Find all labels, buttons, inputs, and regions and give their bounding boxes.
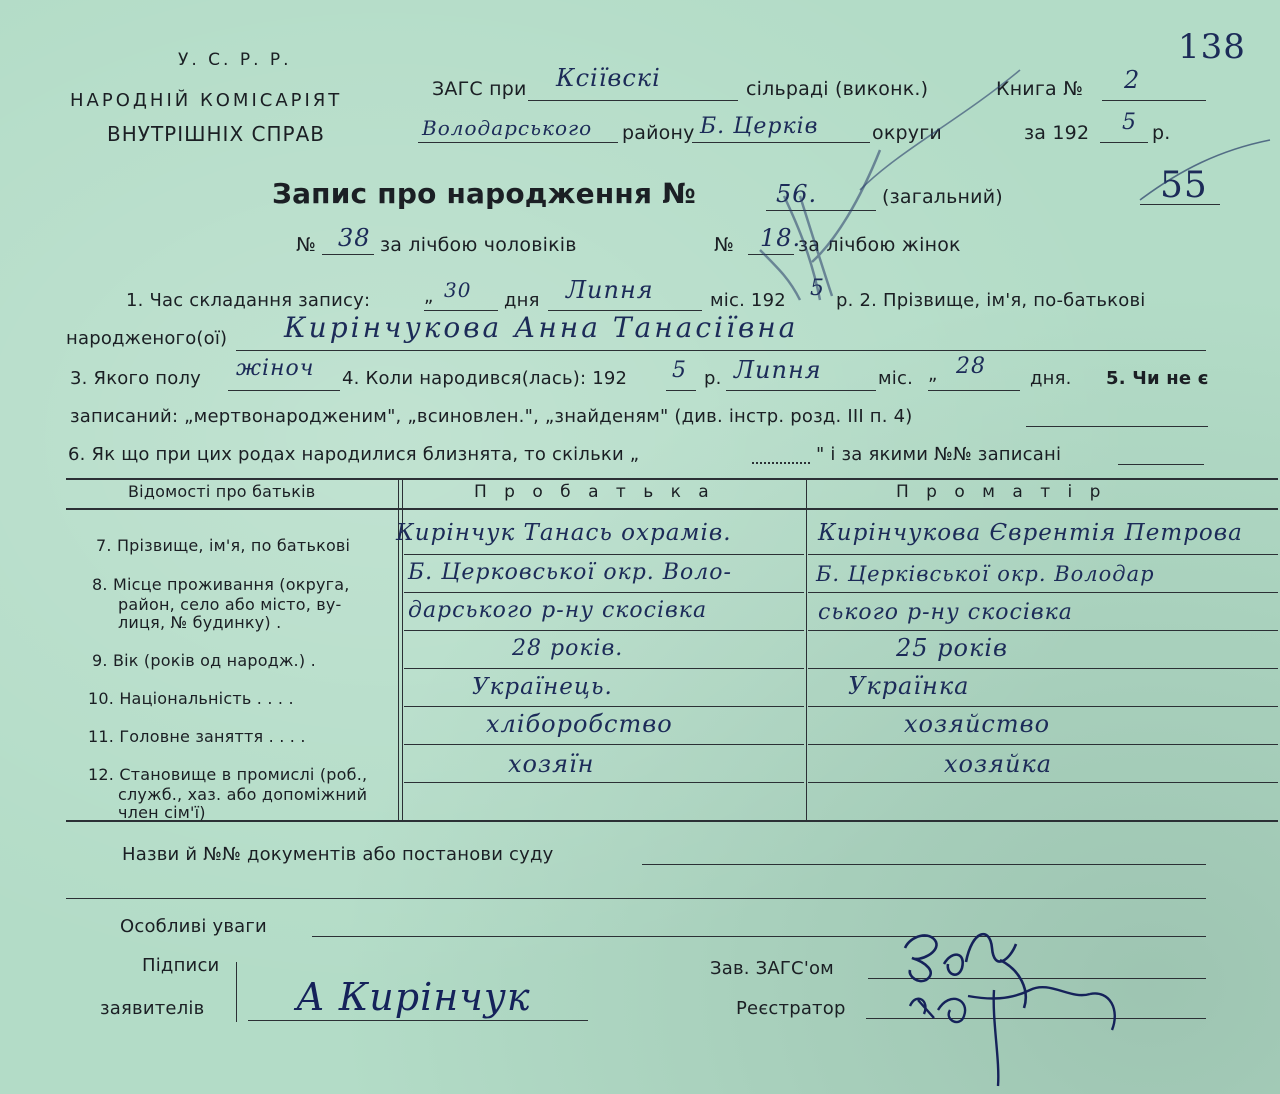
- row8-label-3: лиця, № будинку) .: [118, 613, 282, 632]
- row8-mother-2: ського р-ну скосівка: [818, 600, 1073, 625]
- women-prefix: №: [714, 234, 734, 256]
- field2-underline: [236, 350, 1206, 351]
- row10-label: 10. Національність . . . .: [88, 689, 294, 708]
- row7-father: Кирінчук Танась охрамів.: [396, 520, 732, 546]
- row9-father-line: [404, 668, 804, 669]
- record-number-underline: [766, 210, 876, 211]
- table-header-father: П р о б а т ь к а: [474, 482, 715, 502]
- silradi-label: сільраді (виконк.): [746, 78, 929, 100]
- ussr-label: У. С. Р. Р.: [178, 50, 292, 70]
- field4-day: 28: [956, 354, 986, 379]
- registrar-line: [866, 1018, 1206, 1019]
- row7-mother-line: [808, 554, 1278, 555]
- margin-number: 55: [1160, 165, 1208, 206]
- field6-label: 6. Як що при цих родах народилися близнята, то скільки „: [68, 444, 640, 465]
- women-underline: [748, 254, 794, 255]
- row8-father-line-1: [404, 592, 804, 593]
- margin-underline: [1140, 204, 1220, 205]
- field1-year-suffix: р. 2. Прізвище, ім'я, по-батькові: [836, 290, 1146, 311]
- zags-value: Ксіївскі: [556, 64, 661, 92]
- field1-day-label: дня: [504, 290, 540, 311]
- row11-father: хліборобство: [486, 710, 673, 738]
- table-bottom-border: [66, 820, 1278, 822]
- row11-father-line: [404, 744, 804, 745]
- men-count: 38: [338, 224, 371, 252]
- record-number: 56.: [776, 180, 818, 208]
- field1-label: 1. Час складання запису:: [126, 290, 371, 311]
- men-prefix: №: [296, 234, 316, 256]
- field3-underline: [228, 390, 340, 391]
- field6-tail: " і за якими №№ записані: [816, 444, 1062, 465]
- documents-line-2: [66, 898, 1206, 899]
- men-label: за лічбою чоловіків: [380, 234, 577, 256]
- field4-month-underline: [726, 390, 876, 391]
- row8-label-1: 8. Місце проживання (округа,: [92, 575, 350, 594]
- okruh-label: округи: [872, 122, 942, 144]
- corner-number: 138: [1178, 27, 1246, 67]
- field4-label: 4. Коли народився(лась): 192: [342, 368, 628, 389]
- registrar-label: Реєстратор: [736, 998, 846, 1019]
- field3-label: 3. Якого полу: [70, 368, 202, 389]
- row7-mother: Кирінчукова Єврентія Петрова: [818, 520, 1243, 546]
- applicant-signature-line: [248, 1020, 588, 1021]
- table-col-divider-2: [806, 478, 807, 820]
- field4-year-underline: [666, 390, 696, 391]
- field6-underline: [1118, 464, 1204, 465]
- row8-father-2: дарського р-ну скосівка: [408, 598, 708, 623]
- field4-mis: міс.: [878, 368, 913, 389]
- record-title: Запис про народження №: [272, 177, 696, 210]
- row8-mother-line-2: [808, 630, 1278, 631]
- raion-value: Володарського: [422, 116, 593, 140]
- documents-label: Назви й №№ документів або постанови суду: [122, 844, 554, 865]
- zags-label: ЗАГС при: [432, 78, 527, 100]
- notes-line: [312, 936, 1206, 937]
- year-suffix: р.: [1152, 122, 1171, 144]
- book-label: Книга №: [996, 78, 1084, 100]
- row11-mother-line: [808, 744, 1278, 745]
- commissariat-label: НАРОДНІЙ КОМІСАРІЯТ: [70, 90, 343, 111]
- applicant-signature: А Кирінчук: [296, 975, 531, 1019]
- table-header-mother: П р о м а т і р: [896, 482, 1107, 502]
- row12-father-line: [404, 782, 804, 783]
- row8-father-1: Б. Церковської окр. Воло-: [408, 560, 732, 585]
- table-header-border: [66, 508, 1278, 510]
- row7-label: 7. Прізвище, ім'я, по батькові: [96, 536, 351, 555]
- row9-mother: 25 років: [896, 634, 1008, 662]
- row10-father: Українець.: [472, 674, 613, 700]
- field5-line2: записаний: „мертвонародженим", „всиновлен.", „знайденям" (див. інстр. розд. III п. 4): [70, 406, 913, 427]
- year-value: 5: [1122, 110, 1137, 135]
- zags-head-label: Зав. ЗАГС'ом: [710, 958, 834, 979]
- field4-month: Липня: [734, 356, 822, 384]
- row9-mother-line: [808, 668, 1278, 669]
- signatures-label: Підписи: [142, 955, 220, 976]
- field1-month: Липня: [566, 276, 654, 304]
- row11-label: 11. Головне заняття . . . .: [88, 727, 306, 746]
- record-general-label: (загальний): [882, 186, 1003, 208]
- row12-mother-line: [808, 782, 1278, 783]
- applicants-label: заявителів: [100, 998, 205, 1019]
- row12-label-3: член сім'ї): [118, 803, 206, 822]
- field1-day: 30: [444, 278, 472, 302]
- women-label: за лічбою жінок: [798, 234, 961, 256]
- raion-label: району: [622, 122, 695, 144]
- row9-label: 9. Вік (років од народж.) .: [92, 651, 316, 670]
- row12-label-2: служб., хаз. або допоміжний: [118, 785, 368, 804]
- row8-label-2: район, село або місто, ву-: [118, 595, 342, 614]
- field4-r: р.: [704, 368, 722, 389]
- field1-year: 5: [810, 276, 825, 301]
- field1-month-label: міс. 192: [710, 290, 786, 311]
- field4-day-open: „: [928, 364, 938, 385]
- field6-twins-blank: [752, 462, 810, 464]
- field5-underline: [1026, 426, 1208, 427]
- registrar-signature: [910, 987, 1115, 1086]
- field2-prefix: народженого(ої): [66, 328, 228, 349]
- row8-father-line-2: [404, 630, 804, 631]
- book-underline: [1102, 100, 1206, 101]
- row12-mother: хозяйка: [944, 750, 1053, 778]
- okruh-underline: [692, 142, 870, 143]
- row8-mother-1: Б. Церківської окр. Володар: [816, 562, 1155, 586]
- zags-head-signature: [905, 934, 1026, 1008]
- row9-father: 28 років.: [512, 636, 624, 661]
- row7-father-line: [404, 554, 804, 555]
- field5-label: 5. Чи не є: [1106, 368, 1209, 389]
- year-label: за 192: [1024, 122, 1090, 144]
- row10-father-line: [404, 706, 804, 707]
- row10-mother-line: [808, 706, 1278, 707]
- table-top-border: [66, 478, 1278, 480]
- women-count: 18.: [760, 224, 802, 252]
- field4-day-label: дня.: [1030, 368, 1072, 389]
- row8-mother-line-1: [808, 592, 1278, 593]
- row10-mother: Українка: [848, 672, 970, 700]
- row11-mother: хозяйство: [904, 710, 1051, 738]
- men-underline: [322, 254, 374, 255]
- zags-underline: [528, 100, 738, 101]
- field4-year: 5: [672, 358, 687, 383]
- zags-head-line: [868, 978, 1206, 979]
- field4-day-underline: [928, 390, 1020, 391]
- signature-bracket: [236, 962, 237, 1022]
- notes-label: Особливі уваги: [120, 916, 267, 937]
- row12-label-1: 12. Становище в промислі (роб.,: [88, 765, 368, 784]
- table-header-info: Відомості про батьків: [128, 482, 316, 501]
- year-underline: [1100, 142, 1148, 143]
- okruh-value: Б. Церків: [700, 114, 819, 139]
- field1-day-open: „: [424, 286, 434, 307]
- internal-affairs-label: ВНУТРІШНІХ СПРАВ: [107, 122, 325, 146]
- documents-line: [642, 864, 1206, 865]
- row12-father: хозяїн: [508, 750, 595, 778]
- field3-sex: жіноч: [236, 356, 315, 381]
- book-value: 2: [1124, 66, 1141, 94]
- field2-child-name: Кирінчукова Анна Танасіївна: [284, 311, 799, 344]
- raion-underline: [418, 142, 618, 143]
